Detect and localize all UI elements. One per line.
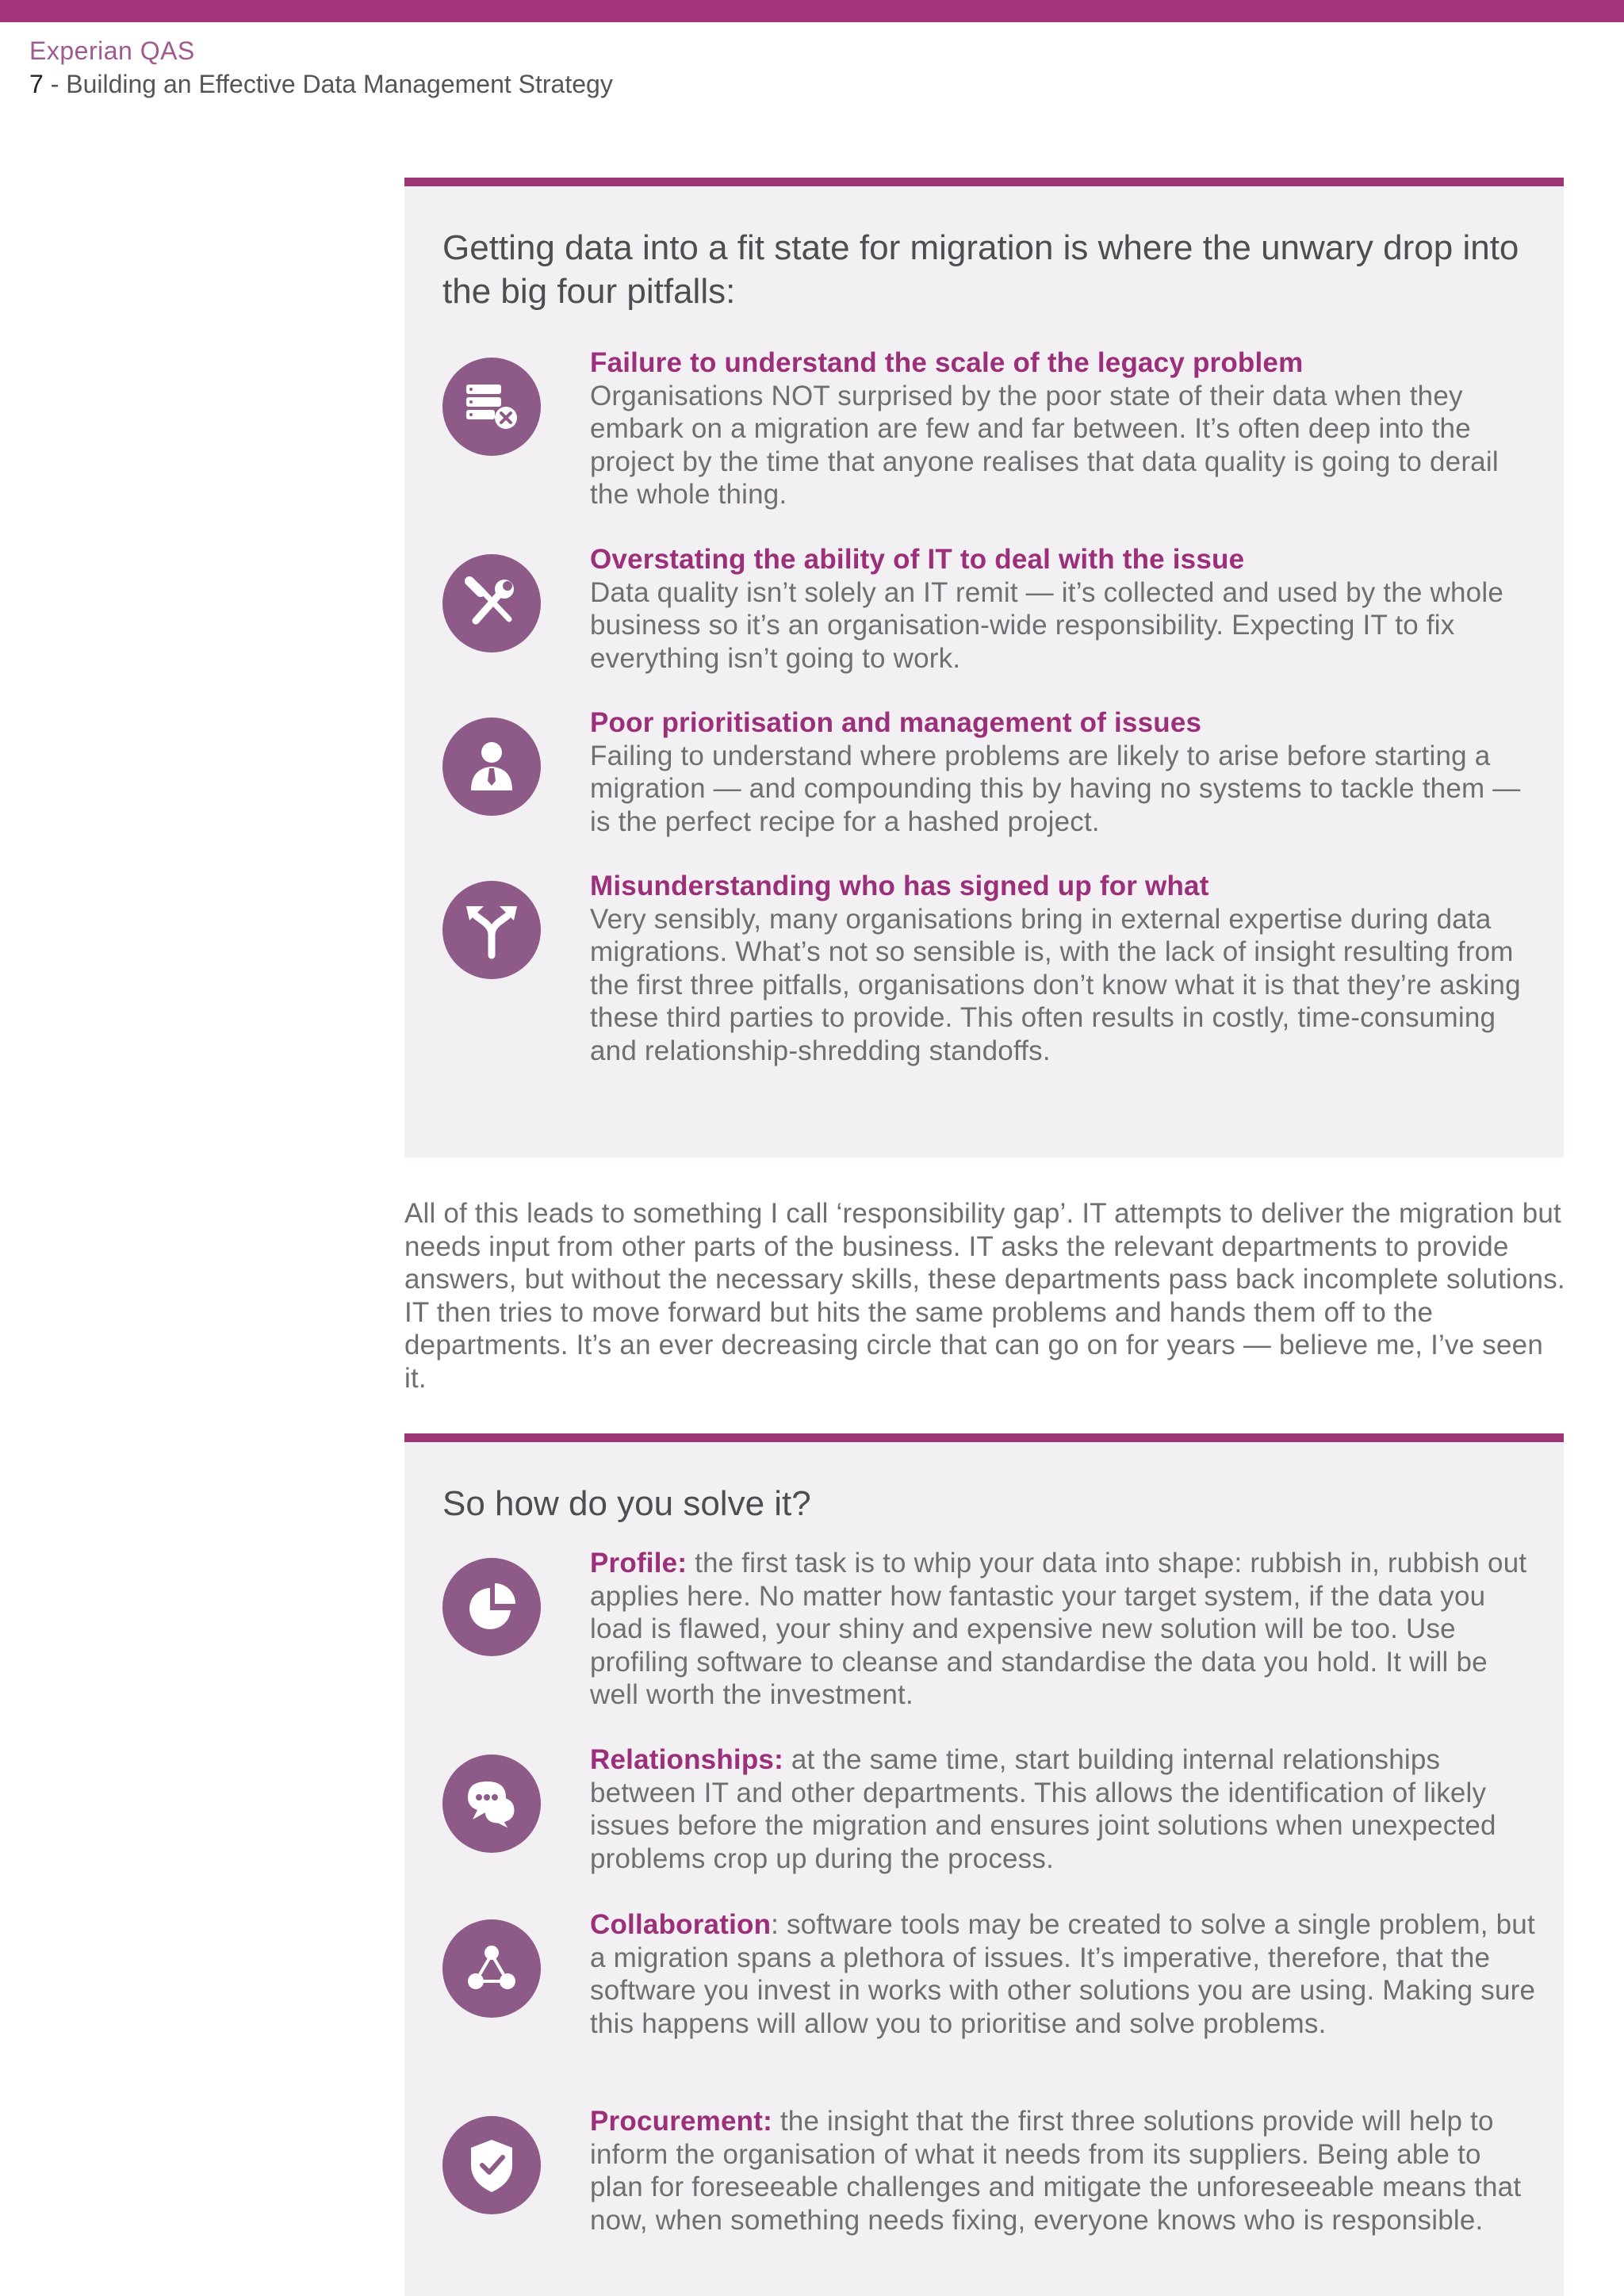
top-accent-bar [0, 0, 1624, 22]
pitfalls-heading: Getting data into a fit state for migration is where the unwary drop into the big four pitfalls: [442, 228, 1519, 311]
pitfall-title: Overstating the ability of IT to deal with the issue [590, 544, 1245, 575]
solutions-panel [404, 1433, 1564, 2296]
solution-body: at the same time, start building internal relationships between IT and other departments. This allows the identification of likely issues before the migration and ensures joint solutions when unexpected problems crop up during the process. [590, 1744, 1496, 1874]
pitfall-title: Misunderstanding who has signed up for what [590, 871, 1209, 901]
page-number: 7 [29, 70, 44, 98]
solution-body: the insight that the first three solutions provide will help to inform the organisation of what it needs from its suppliers. Being able to plan for foreseeable challenges and mitigate the unforeseeable means that now, when something needs fixing, everyone knows who is responsible. [590, 2106, 1522, 2236]
solution-lead: Collaboration [590, 1909, 772, 1940]
chat-bubbles-icon [442, 1755, 541, 1853]
pitfall-title: Failure to understand the scale of the legacy problem [590, 347, 1304, 378]
pitfalls-panel [404, 178, 1564, 1158]
pitfall-body: Organisations NOT surprised by the poor state of their data when they embark on a migration are few and far between. It’s often deep into the project by the time that anyone realises that data quality is going to derail the whole thing. [590, 380, 1499, 510]
solution-lead: Procurement: [590, 2106, 772, 2137]
document-title-text: - Building an Effective Data Management Strategy [43, 70, 613, 98]
solution-lead: Relationships: [590, 1744, 783, 1775]
server-error-icon [442, 358, 541, 456]
solution-lead: Profile: [590, 1548, 688, 1578]
pitfall-title: Poor prioritisation and management of issues [590, 707, 1202, 738]
businessman-icon [442, 718, 541, 816]
pitfall-body: Very sensibly, many organisations bring in external expertise during data migrations. What’s not so sensible is, with the lack of insight resulting from the first three pitfalls, organisations don’t know what it is that they’re asking these third parties to provide. This often results in costly, time-consuming and relationship-shredding standoffs. [590, 903, 1521, 1066]
brand-name: Experian QAS [29, 36, 195, 65]
pitfall-body: Failing to understand where problems are likely to arise before starting a migration — and compounding this by having no systems to tackle them — is the perfect recipe for a hashed project. [590, 740, 1521, 837]
split-arrows-icon [442, 881, 541, 979]
network-nodes-icon [442, 1919, 541, 2018]
document-title [29, 70, 613, 99]
responsibility-gap-paragraph: All of this leads to something I call ‘responsibility gap’. IT attempts to deliver the migration but needs input from other parts of the business. IT asks the relevant departments to provide answers, but without the necessary skills, these departments pass back incomplete solutions. IT then tries to move forward but hits the same problems and hands them off to the departments. It’s an ever decreasing circle that can go on for years — believe me, I’ve seen it. [404, 1198, 1565, 1394]
pie-chart-icon [442, 1558, 541, 1656]
shield-check-icon [442, 2116, 541, 2214]
solution-body: the first task is to whip your data into shape: rubbish in, rubbish out applies here. No matter how fantastic your target system, if the data you load is flawed, your shiny and expensive new solution will be too. Use profiling software to cleanse and standardise the data you hold. It will be well worth the investment. [590, 1548, 1527, 1710]
solution-body: : software tools may be created to solve a single problem, but a migration spans a plethora of issues. It’s imperative, therefore, that the software you invest in works with other solutions you are using. Making sure this happens will allow you to prioritise and solve problems. [590, 1909, 1536, 2039]
tools-icon [442, 554, 541, 652]
solutions-heading: So how do you solve it? [442, 1484, 811, 1523]
pitfall-body: Data quality isn’t solely an IT remit — it’s collected and used by the whole business so it’s an organisation-wide responsibility. Expecting IT to fix everything isn’t going to work. [590, 576, 1503, 674]
